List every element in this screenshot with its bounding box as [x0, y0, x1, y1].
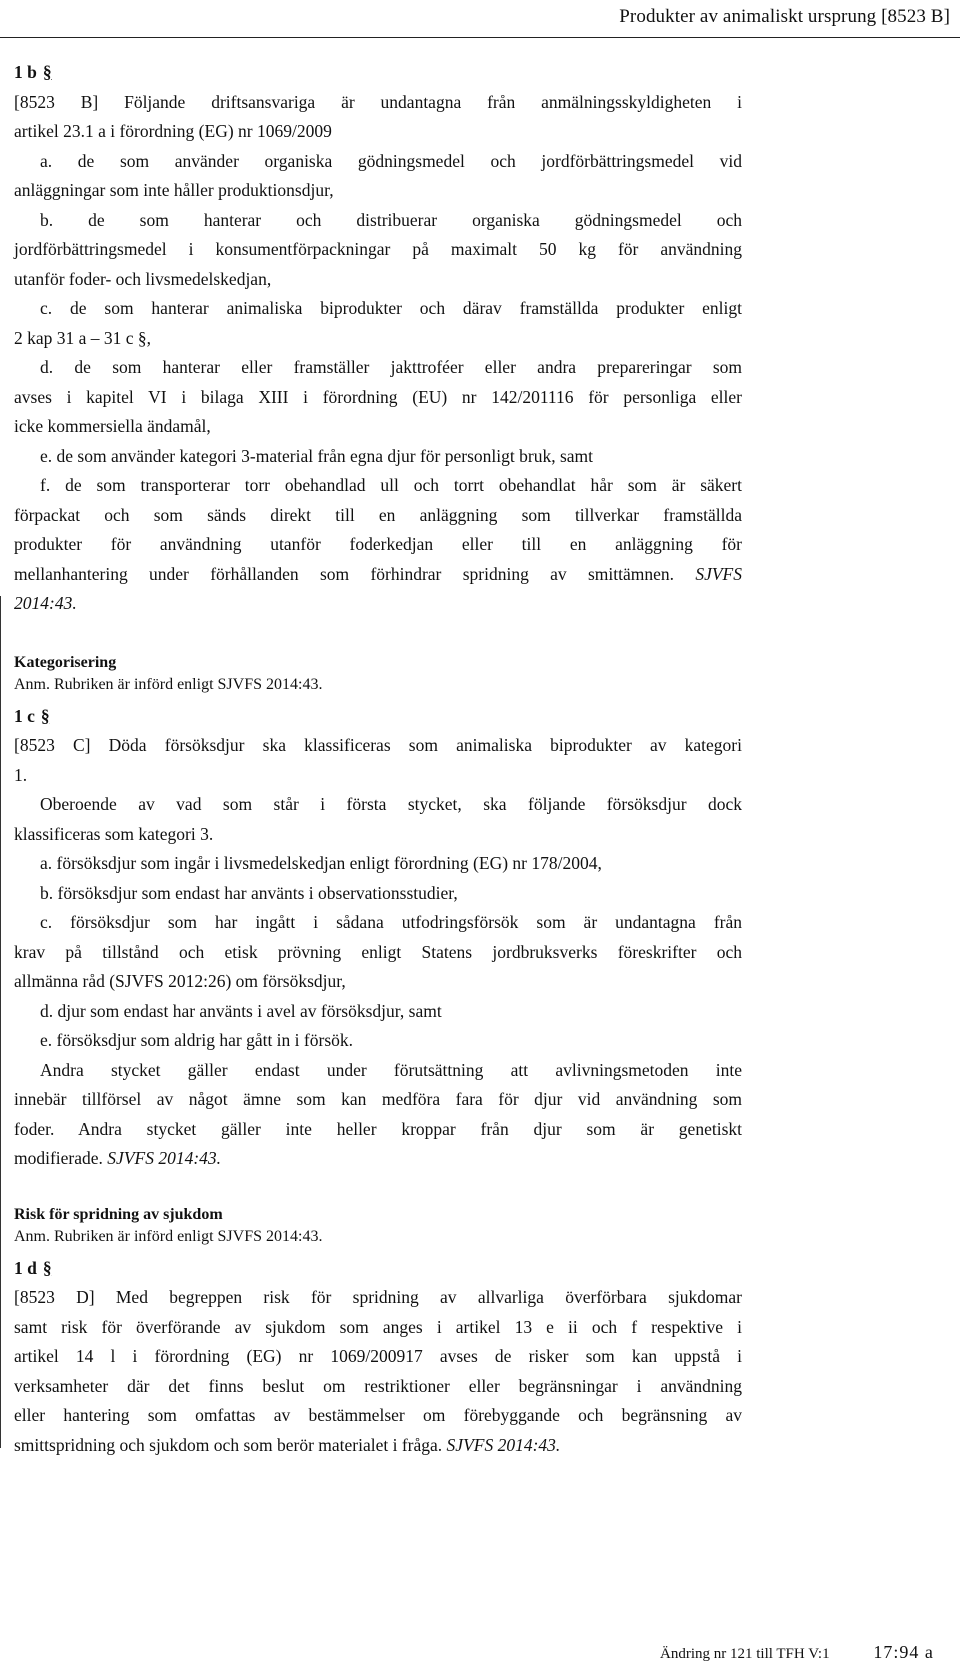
s1c-item-c: c. försöksdjur som har ingått i sådana utfodringsförsök som är undantagna från: [40, 912, 742, 932]
s1b-line: artikel 23.1 a i förordning (EG) nr 1069/2009: [14, 121, 332, 141]
s1b-item-f: f. de som transporterar torr obehandlad ull och torrt obehandlat hår som är säkert: [40, 475, 742, 495]
s1c-reference: SJVFS 2014:43.: [107, 1148, 222, 1168]
section-1c-heading: 1 c §: [14, 702, 742, 732]
section-1d-heading: 1 d §: [14, 1254, 742, 1284]
s1d-line-text: smittspridning och sjukdom och som berör materialet i fråga.: [14, 1434, 443, 1455]
heading-risk-spridning: Risk för spridning av sjukdom: [14, 1205, 223, 1223]
s1b-line: produkter för användning utanför foderkedjan eller till en anläggning för: [14, 534, 742, 554]
s1c-item-a: a. försöksdjur som ingår i livsmedelskedjan enligt förordning (EG) nr 178/2004,: [40, 853, 602, 873]
s1b-item-e: e. de som använder kategori 3-material från egna djur för personligt bruk, samt: [40, 445, 594, 466]
s1d-line: eller hantering som omfattas av bestämmelser om förebyggande och begränsning av: [14, 1405, 742, 1425]
s1b-line: utanför foder- och livsmedelskedjan,: [14, 268, 272, 289]
s1c-line-text: modifierade.: [14, 1148, 103, 1168]
document-body: [14, 58, 742, 1460]
s1c-line: krav på tillstånd och etisk prövning enligt Statens jordbruksverks föreskrifter och: [14, 941, 742, 962]
s1c-line: Oberoende av vad som står i första stycket, ska följande försöksdjur dock: [40, 794, 742, 814]
s1c-item-e: e. försöksdjur som aldrig har gått in i försök.: [40, 1030, 354, 1050]
s1b-line: anläggningar som inte håller produktionsdjur,: [14, 180, 334, 200]
s1b-item-d: d. de som hanterar eller framställer jakttroféer eller andra prepareringar som: [40, 357, 742, 377]
kategorisering-note: Anm. Rubriken är införd enligt SJVFS 2014:43.: [14, 675, 323, 693]
s1b-line-text: mellanhantering under förhållanden som förhindrar spridning av smittämnen.: [14, 563, 675, 584]
s1b-line: jordförbättringsmedel i konsumentförpackningar på maximalt 50 kg för användning: [14, 239, 742, 259]
s1b-item-a: a. de som använder organiska gödningsmedel och jordförbättringsmedel vid: [40, 150, 742, 171]
s1b-line: [8523 B] Följande driftsansvariga är undantagna från anmälningsskyldigheten i: [14, 91, 742, 112]
s1c-line: Andra stycket gäller endast under förutsättning att avlivningsmetoden inte: [40, 1059, 742, 1080]
header-rule: [0, 37, 960, 38]
footer-page-number: 17:94 a: [873, 1642, 934, 1662]
page-footer: [660, 1642, 934, 1663]
heading-kategorisering: Kategorisering: [14, 653, 117, 671]
s1c-line: 1.: [14, 764, 28, 785]
section-1b-heading: 1 b §: [14, 58, 742, 88]
s1b-line: 2 kap 31 a – 31 c §,: [14, 327, 152, 348]
s1b-line: [14, 560, 742, 590]
s1c-line: allmänna råd (SJVFS 2012:26) om försöksdjur,: [14, 971, 346, 991]
s1c-line: [14, 1144, 742, 1174]
s1b-line: avses i kapitel VI i bilaga XIII i förordning (EU) nr 142/201116 för personliga eller: [14, 386, 742, 407]
s1c-line: [8523 C] Döda försöksdjur ska klassificeras som animaliska biprodukter av kategori: [14, 735, 742, 755]
s1c-line: klassificeras som kategori 3.: [14, 823, 214, 844]
s1c-line: foder. Andra stycket gäller inte heller kroppar från djur som är genetiskt: [14, 1118, 742, 1139]
s1d-line: [14, 1431, 742, 1461]
s1b-item-b: b. de som hanterar och distribuerar organiska gödningsmedel och: [40, 209, 742, 230]
s1c-item-d: d. djur som endast har använts i avel av försöksdjur, samt: [40, 1000, 442, 1021]
s1c-item-b: b. försöksdjur som endast har använts i observationsstudier,: [40, 882, 458, 903]
s1d-reference: SJVFS 2014:43.: [446, 1434, 561, 1455]
change-bar: [0, 596, 1, 1448]
page-header-title: Produkter av animaliskt ursprung [8523 B]: [619, 6, 950, 27]
s1d-line: verksamheter där det finns beslut om restriktioner eller begränsningar i användning: [14, 1375, 742, 1396]
risk-note: Anm. Rubriken är införd enligt SJVFS 2014:43.: [14, 1227, 323, 1245]
s1b-line: förpackat och som sänds direkt till en anläggning som tillverkar framställda: [14, 504, 742, 525]
s1b-reference-a: SJVFS: [695, 563, 742, 584]
s1b-line: icke kommersiella ändamål,: [14, 416, 211, 436]
s1c-line: innebär tillförsel av något ämne som kan medföra fara för djur vid användning som: [14, 1089, 742, 1109]
footer-amendment: Ändring nr 121 till TFH V:1: [660, 1646, 830, 1662]
s1d-line: [8523 D] Med begreppen risk för spridning av allvarliga överförbara sjukdomar: [14, 1287, 742, 1307]
s1d-line: samt risk för överförande av sjukdom som anges i artikel 13 e ii och f respektive i: [14, 1316, 742, 1337]
s1b-item-c: c. de som hanterar animaliska biprodukter och därav framställda produkter enligt: [40, 298, 742, 318]
s1b-reference-b: 2014:43.: [14, 593, 77, 613]
s1d-line: artikel 14 l i förordning (EG) nr 1069/200917 avses de risker som kan uppstå i: [14, 1346, 742, 1366]
